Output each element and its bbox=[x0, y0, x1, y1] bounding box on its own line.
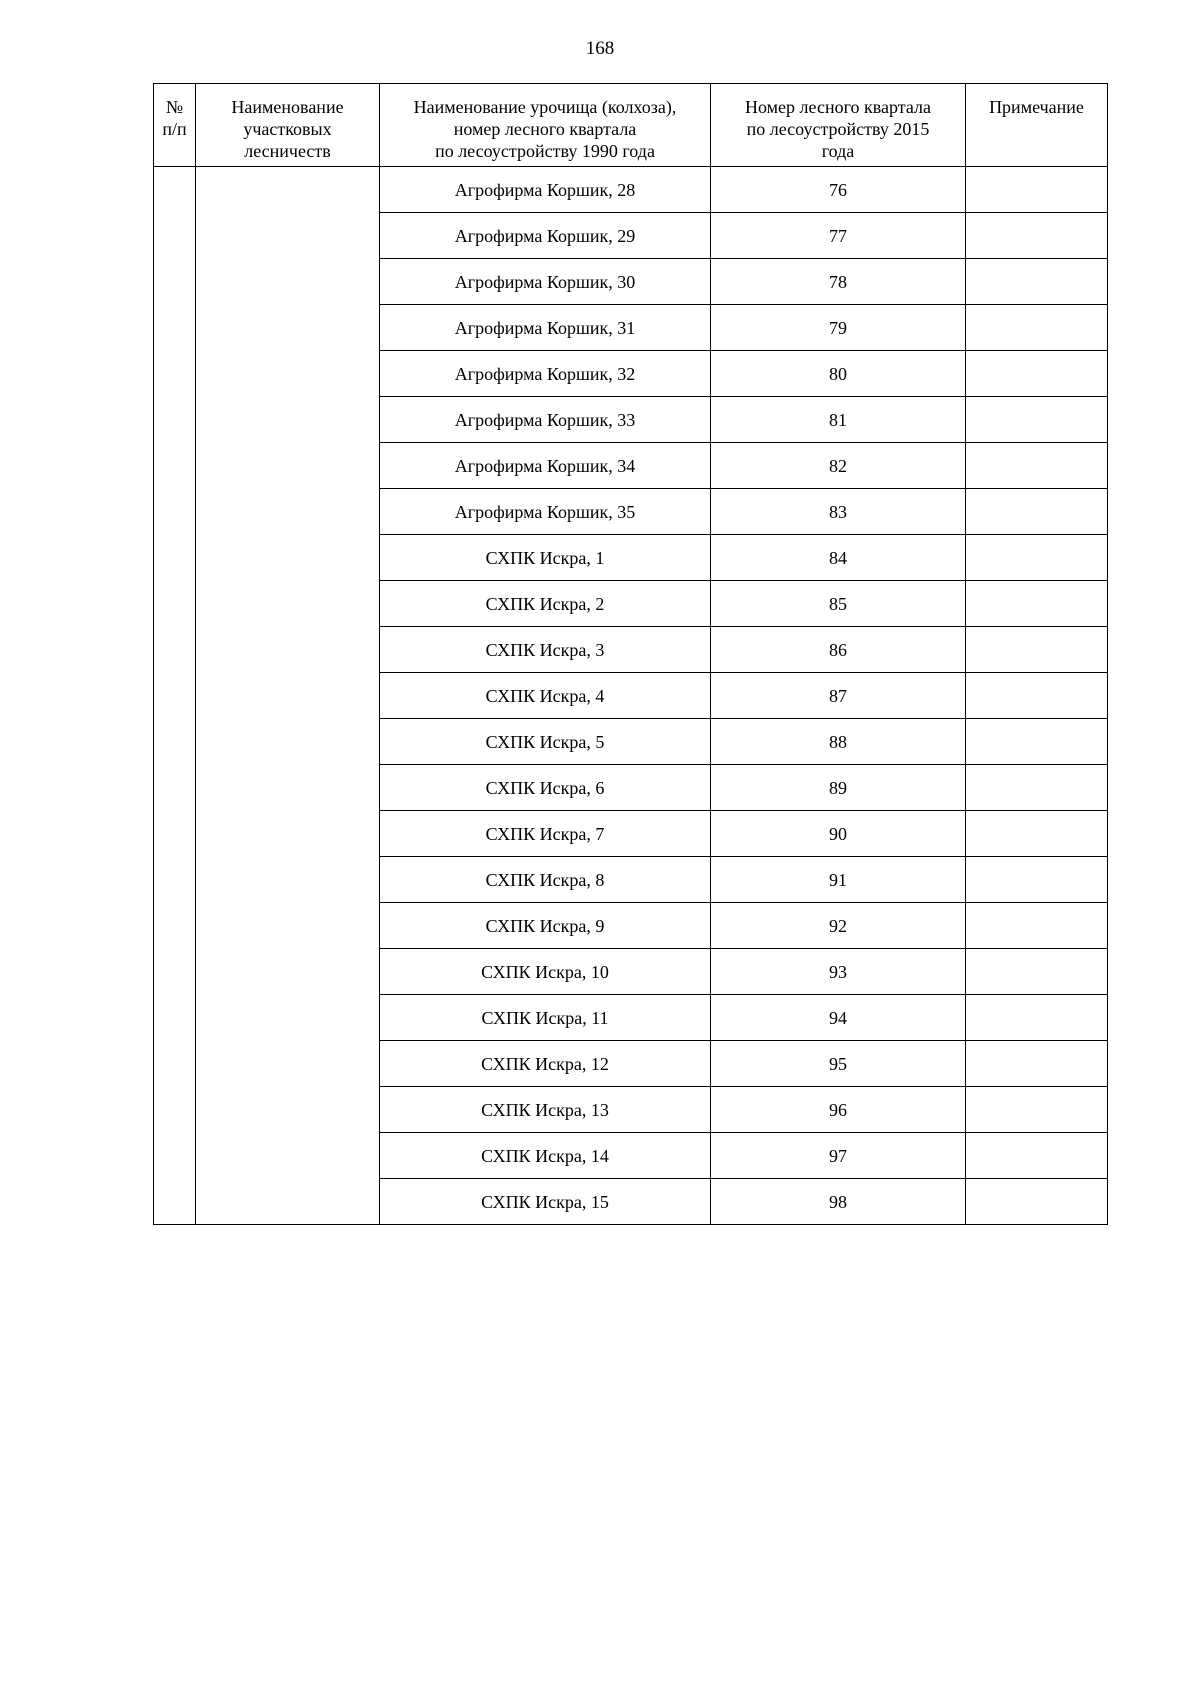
note-cell bbox=[966, 1133, 1108, 1179]
quarter-cell: 77 bbox=[711, 213, 966, 259]
tract-cell: Агрофирма Коршик, 33 bbox=[380, 397, 711, 443]
tract-cell: СХПК Искра, 12 bbox=[380, 1041, 711, 1087]
tract-cell: Агрофирма Коршик, 29 bbox=[380, 213, 711, 259]
quarter-cell: 84 bbox=[711, 535, 966, 581]
note-cell bbox=[966, 673, 1108, 719]
table-row bbox=[154, 167, 1108, 213]
quarter-cell: 88 bbox=[711, 719, 966, 765]
table-body bbox=[154, 167, 1108, 1225]
note-cell bbox=[966, 397, 1108, 443]
note-cell bbox=[966, 305, 1108, 351]
quarter-cell: 94 bbox=[711, 995, 966, 1041]
note-cell bbox=[966, 1087, 1108, 1133]
tract-cell: Агрофирма Коршик, 31 bbox=[380, 305, 711, 351]
note-cell bbox=[966, 811, 1108, 857]
note-cell bbox=[966, 903, 1108, 949]
quarter-cell: 82 bbox=[711, 443, 966, 489]
header-tract bbox=[380, 84, 711, 167]
quarter-cell: 79 bbox=[711, 305, 966, 351]
tract-cell: СХПК Искра, 5 bbox=[380, 719, 711, 765]
header-note bbox=[966, 84, 1108, 167]
quarter-cell: 92 bbox=[711, 903, 966, 949]
tract-cell: СХПК Искра, 15 bbox=[380, 1179, 711, 1225]
quarter-cell: 81 bbox=[711, 397, 966, 443]
note-cell bbox=[966, 1041, 1108, 1087]
note-cell bbox=[966, 443, 1108, 489]
note-cell bbox=[966, 351, 1108, 397]
page-number: 168 bbox=[585, 38, 615, 59]
forestry-cell-merged bbox=[196, 167, 380, 1225]
tract-cell: СХПК Искра, 7 bbox=[380, 811, 711, 857]
tract-cell: СХПК Искра, 13 bbox=[380, 1087, 711, 1133]
num-cell-merged bbox=[154, 167, 196, 1225]
tract-cell: СХПК Искра, 4 bbox=[380, 673, 711, 719]
header-note-text: Примечание bbox=[989, 97, 1084, 117]
quarter-cell: 96 bbox=[711, 1087, 966, 1133]
note-cell bbox=[966, 995, 1108, 1041]
quarter-cell: 98 bbox=[711, 1179, 966, 1225]
quarter-cell: 89 bbox=[711, 765, 966, 811]
note-cell bbox=[966, 535, 1108, 581]
quarter-cell: 78 bbox=[711, 259, 966, 305]
tract-cell: СХПК Искра, 9 bbox=[380, 903, 711, 949]
note-cell bbox=[966, 581, 1108, 627]
tract-cell: Агрофирма Коршик, 30 bbox=[380, 259, 711, 305]
quarter-cell: 83 bbox=[711, 489, 966, 535]
quarter-cell: 80 bbox=[711, 351, 966, 397]
header-tract-text: Наименование урочища (колхоза), номер лесного квартала по лесоустройству 1990 года bbox=[413, 97, 677, 161]
note-cell bbox=[966, 167, 1108, 213]
note-cell bbox=[966, 489, 1108, 535]
quarter-cell: 86 bbox=[711, 627, 966, 673]
quarter-cell: 97 bbox=[711, 1133, 966, 1179]
note-cell bbox=[966, 1179, 1108, 1225]
note-cell bbox=[966, 627, 1108, 673]
header-forestry bbox=[196, 84, 380, 167]
note-cell bbox=[966, 259, 1108, 305]
header-row bbox=[154, 84, 1108, 167]
tract-cell: СХПК Искра, 3 bbox=[380, 627, 711, 673]
note-cell bbox=[966, 949, 1108, 995]
tract-cell: СХПК Искра, 1 bbox=[380, 535, 711, 581]
note-cell bbox=[966, 857, 1108, 903]
tract-cell: СХПК Искра, 2 bbox=[380, 581, 711, 627]
table-header bbox=[154, 84, 1108, 167]
tract-cell: Агрофирма Коршик, 34 bbox=[380, 443, 711, 489]
tract-cell: Агрофирма Коршик, 32 bbox=[380, 351, 711, 397]
quarter-cell: 85 bbox=[711, 581, 966, 627]
tract-cell: Агрофирма Коршик, 28 bbox=[380, 167, 711, 213]
quarter-cell: 95 bbox=[711, 1041, 966, 1087]
tract-cell: СХПК Искра, 14 bbox=[380, 1133, 711, 1179]
note-cell bbox=[966, 765, 1108, 811]
note-cell bbox=[966, 719, 1108, 765]
tract-cell: СХПК Искра, 10 bbox=[380, 949, 711, 995]
quarter-cell: 90 bbox=[711, 811, 966, 857]
tract-cell: СХПК Искра, 6 bbox=[380, 765, 711, 811]
quarter-cell: 87 bbox=[711, 673, 966, 719]
header-quarter bbox=[711, 84, 966, 167]
note-cell bbox=[966, 213, 1108, 259]
header-num-text: № п/п bbox=[162, 97, 187, 139]
quarter-cell: 91 bbox=[711, 857, 966, 903]
tract-cell: СХПК Искра, 8 bbox=[380, 857, 711, 903]
tract-cell: СХПК Искра, 11 bbox=[380, 995, 711, 1041]
tract-cell: Агрофирма Коршик, 35 bbox=[380, 489, 711, 535]
header-quarter-text: Номер лесного квартала по лесоустройству 2015 года bbox=[745, 97, 931, 161]
header-num bbox=[154, 84, 196, 167]
header-forestry-text: Наименование участковых лесничеств bbox=[231, 97, 344, 161]
quarter-cell: 76 bbox=[711, 167, 966, 213]
forest-quarters-table bbox=[153, 83, 1108, 1225]
quarter-cell: 93 bbox=[711, 949, 966, 995]
